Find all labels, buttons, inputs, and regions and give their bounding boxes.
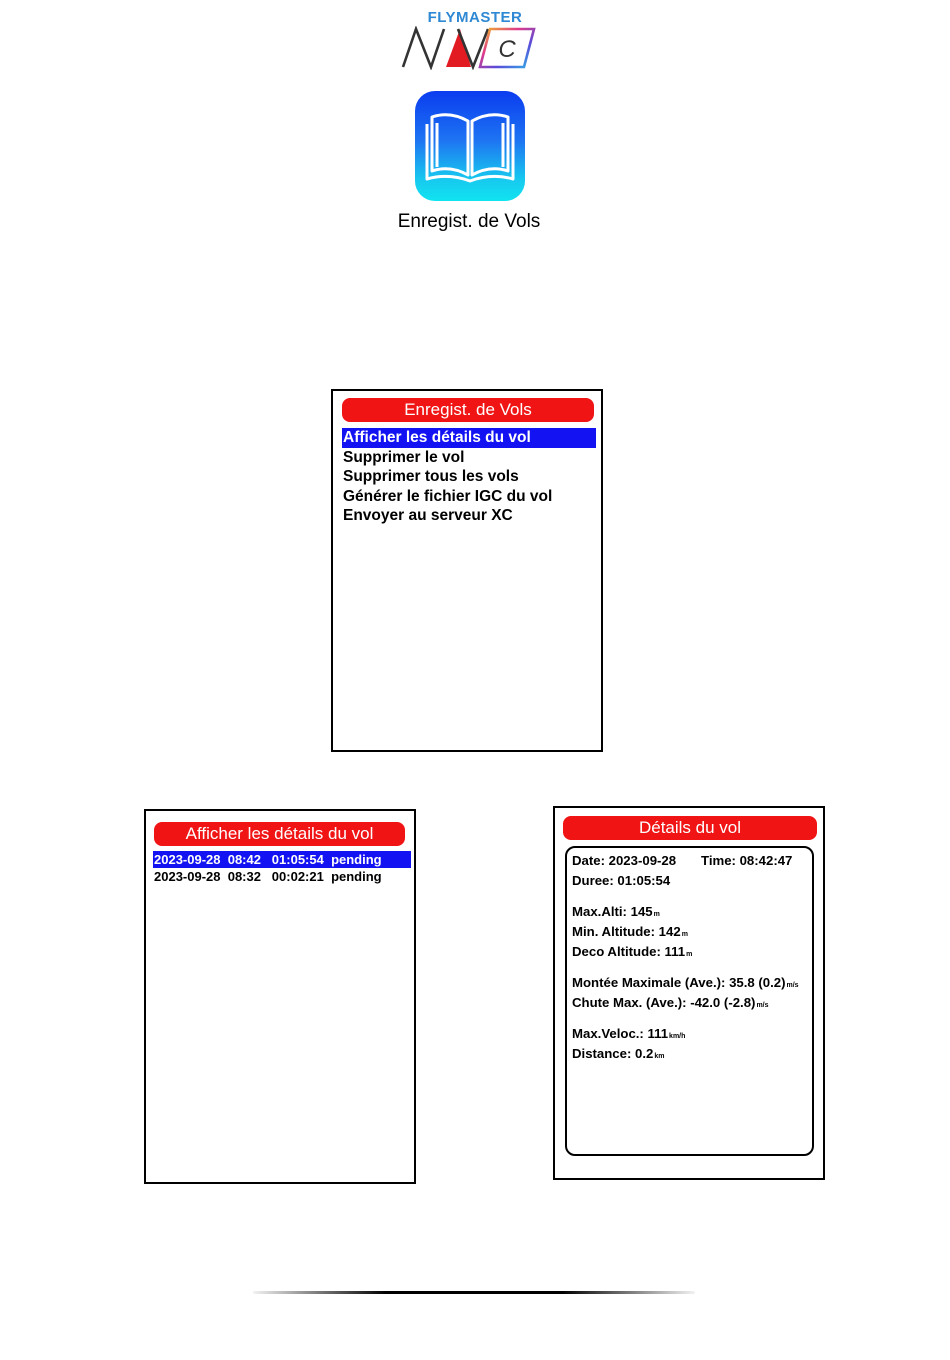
flight-details-title: Détails du vol [563,816,817,840]
menu-item-send-xc[interactable]: Envoyer au serveur XC [343,507,513,524]
unit-label: m [681,931,688,938]
menu-item-delete-all[interactable]: Supprimer tous les vols [343,468,519,485]
unit-label: m [686,951,693,958]
unit-label: km/h [669,1033,686,1040]
flight-date: Date: 2023-09-28 [572,853,677,868]
flight-log-app-icon[interactable] [415,91,525,201]
unit-label: m [653,911,660,918]
max-climb: Montée Maximale (Ave.): 35.8 (0.2)m/s [572,975,799,990]
menu-screen-title: Enregist. de Vols [342,398,594,422]
max-altitude: Max.Alti: 145m [572,904,660,919]
brand-wordmark: FLYMASTER [427,9,523,26]
max-sink: Chute Max. (Ave.): -42.0 (-2.8)m/s [572,995,769,1010]
takeoff-altitude: Deco Altitude: 111m [572,944,693,959]
flight-time: Time: 08:42:47 [701,853,793,868]
app-caption: Enregist. de Vols [397,211,541,232]
flight-details-screen [553,806,825,1180]
distance: Distance: 0.2km [572,1046,665,1061]
unit-label: km [654,1053,665,1060]
menu-item-delete-flight[interactable]: Supprimer le vol [343,448,465,466]
unit-label: m/s [756,1002,769,1009]
unit-label: m/s [786,982,799,989]
flight-row[interactable]: 2023-09-28 08:42 01:05:54 pending [153,851,411,868]
navc-logo [400,26,540,70]
flight-duration: Duree: 01:05:54 [572,873,671,888]
flight-row[interactable]: 2023-09-28 08:32 00:02:21 pending [154,869,382,884]
menu-item-show-details[interactable]: Afficher les détails du vol [342,428,596,448]
flight-list-title: Afficher les détails du vol [154,822,405,846]
footer-divider [253,1291,695,1294]
flight-list-screen [144,809,416,1184]
menu-item-generate-igc[interactable]: Générer le fichier IGC du vol [343,487,553,505]
logo-red-triangle [446,29,471,67]
logo-c-letter: C [498,36,516,63]
book-icon [415,91,525,201]
menu-screen [331,389,603,752]
min-altitude: Min. Altitude: 142m [572,924,688,939]
max-speed: Max.Veloc.: 111km/h [572,1026,686,1041]
